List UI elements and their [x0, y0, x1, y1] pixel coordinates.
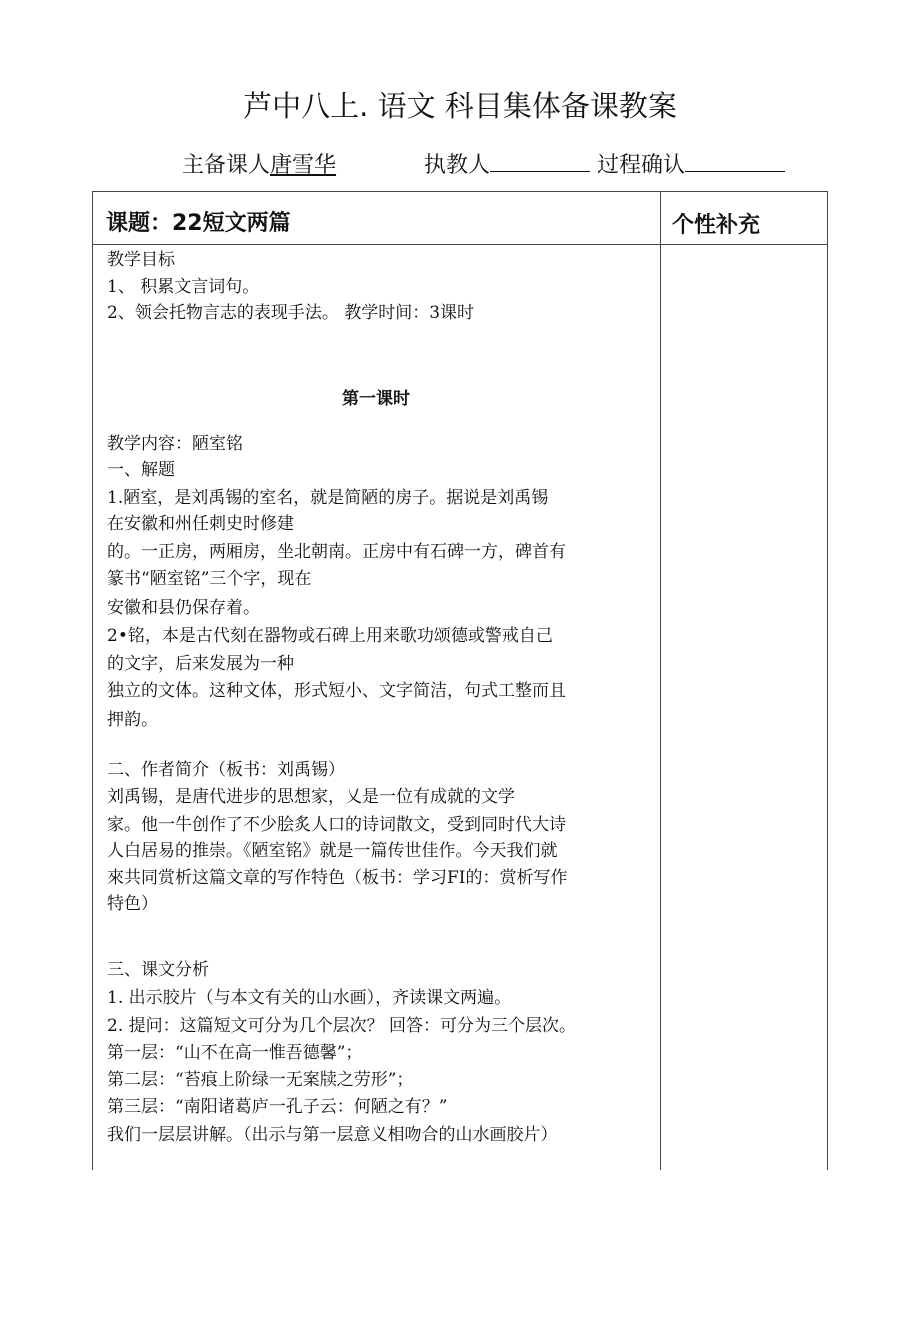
- confirm-blank: [685, 151, 785, 172]
- text-line: 特色）: [107, 894, 158, 914]
- teacher-blank: [490, 151, 590, 172]
- text-line: 1.陋室，是刘禹锡的室名，就是简陋的房子。据说是刘禹锡: [107, 488, 549, 508]
- text-line: 在安徽和州任刺史时修建: [107, 514, 294, 534]
- confirm-label: 过程确认: [597, 153, 686, 178]
- text-line: 的文字，后来发展为一种: [107, 654, 294, 674]
- text-line: 独立的文体。这种文体，形式短小、文字简洁，句式工整而且: [107, 681, 566, 701]
- text-line: 押韵。: [107, 710, 158, 730]
- text-line: 來共同赏析这篇文章的写作特色（板书：学习FI的：赏析写作: [107, 868, 568, 888]
- text-line: 教学内容：陋室铭: [107, 434, 243, 454]
- teacher-label: 执教人: [424, 153, 491, 178]
- text-line: 的。一正房，两厢房，坐北朝南。正房中有石碑一方，碑首有: [107, 542, 566, 562]
- text-line: 一、解题: [107, 460, 175, 480]
- lead-teacher-label: 主备课人: [182, 153, 271, 178]
- section-heading: 第一课时: [342, 389, 410, 409]
- lead-teacher-name: 唐雪华: [270, 153, 337, 178]
- text-line: 第三层：“南阳诸葛庐一孔子云：何陋之有？”: [107, 1097, 448, 1117]
- text-line: 刘禹锡，是唐代进步的思想家，乂是一位有成就的文学: [107, 787, 515, 807]
- text-line: 1. 出示胶片（与本文有关的山水画），齐读课文两遍。: [107, 988, 512, 1008]
- text-line: 1、 积累文言词句。: [107, 277, 260, 297]
- text-line: 第二层：“苔痕上阶绿一无案牍之劳形”；: [107, 1070, 414, 1090]
- text-line: 家。他一牛创作了不少脍炙人口的诗词散文，受到同时代大诗: [107, 815, 566, 835]
- text-line: 二、作者简介（板书：刘禹锡）: [107, 760, 345, 780]
- meta-line: [182, 148, 822, 179]
- text-line: 第一层：“山不在高一惟吾德馨”；: [107, 1043, 363, 1063]
- table-column-divider: [660, 191, 661, 1170]
- supplement-header: 个性补充: [672, 213, 761, 238]
- lesson-topic-header: 课题：22短文两篇: [106, 211, 291, 236]
- text-line: 2•铭，本是古代刻在器物或石碑上用来歌功颂德或警戒自己: [107, 626, 553, 646]
- table-header-divider: [92, 244, 828, 245]
- document-title: 芦中八上. 语文 科目集体备课教案: [243, 89, 677, 123]
- text-line: 2. 提问：这篇短文可分为几个层次？ 回答：可分为三个层次。: [107, 1016, 577, 1036]
- text-line: 教学目标: [107, 250, 175, 270]
- text-line: 安徽和县仍保存着。: [107, 598, 260, 618]
- text-line: 篆书“陋室铭”三个字，现在: [107, 569, 312, 589]
- text-line: 三、课文分析: [107, 960, 209, 980]
- text-line: 我们一层层讲解。（出示与第一层意义相吻合的山水画胶片）: [107, 1125, 558, 1145]
- text-line: 人白居易的推崇。《陋室铭》就是一篇传世佳作。今天我们就: [107, 841, 558, 861]
- text-line: 2、领会托物言志的表现手法。 教学时间：3课时: [107, 303, 475, 323]
